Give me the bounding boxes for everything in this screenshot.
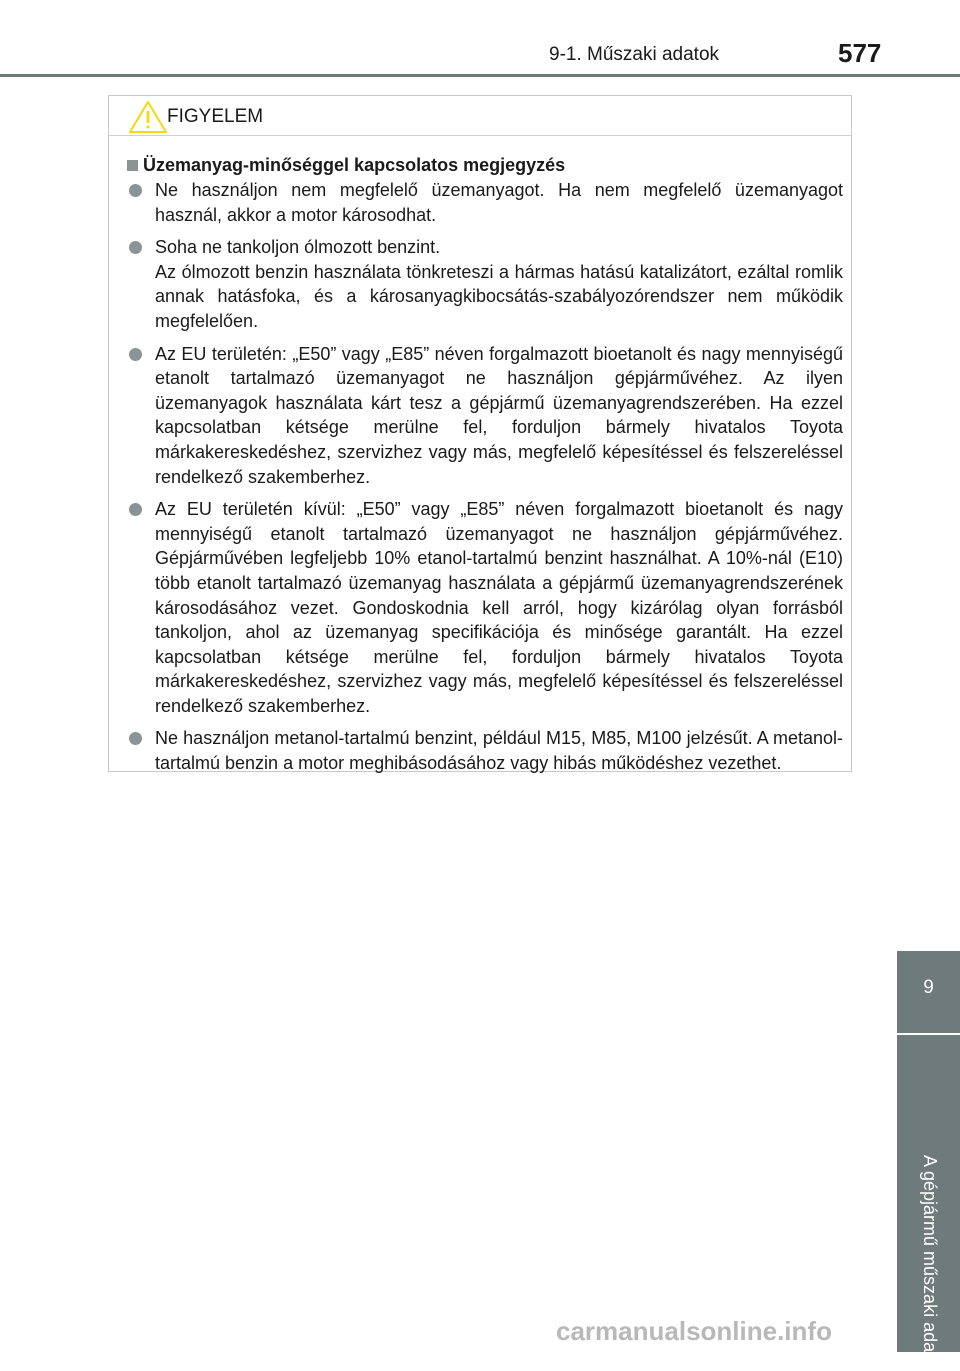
chapter-number-block: [897, 951, 960, 1033]
running-header-title: 9-1. Műszaki adatok: [549, 44, 720, 65]
section-heading-text: Üzemanyag-minőséggel kapcsolatos megjegyzés: [143, 155, 566, 175]
bullet-dot-icon: [129, 241, 142, 254]
fuel-quality-section: [127, 152, 843, 784]
list-item: [127, 497, 843, 718]
chapter-number: 9: [923, 977, 934, 998]
warning-header: [109, 96, 851, 136]
bullet-dot-icon: [129, 348, 142, 361]
chapter-label: A gépjármű műszaki adatai: [920, 1155, 940, 1371]
list-item-text: Ne használjon metanol-tartalmú benzint, például M15, M85, M100 jelzésűt. A metanol-tartalmú benzin a motor meghibásodásához vagy hibás működéshez vezethet.: [155, 728, 843, 774]
list-item-text: Soha ne tankoljon ólmozott benzint.: [155, 237, 441, 258]
list-item-text: Az ólmozott benzin használata tönkreteszi a hármas hatású katalizátort, ezáltal romlik annak hatásfoka, és a károsanyagkibocsátás-szabályozórendszer nem működik megfelelően.: [155, 261, 843, 331]
bullet-dot-icon: [129, 503, 142, 516]
page-number: 577: [838, 38, 882, 68]
list-item-text: Az EU területén kívül: „E50” vagy „E85” néven forgalmazott bioetanolt és nagy mennyiségű etanolt tartalmazó üzemanyagot ne használjon gépjárművéhez. Gépjárművében legfeljebb 10% etanol-tartalmú benzint használhat. A 10%-nál (E10) több etanolt tartalmazó üzemanyag használata a gépjármű üzemanyagrendszerének károsodásához vezet. Gondoskodnia kell arról, hogy kizárólag olyan forrásból tankoljon, ahol az üzemanyag specifikációja és minősége garantált. Ha ezzel kapcsolatban kétsége merülne fel, forduljon bármely hivatalos Toyota márkakereskedéshez, szervizhez vagy más, megfelelő képesítéssel és felszereléssel rendelkező szakemberhez.: [155, 499, 843, 716]
section-heading: [127, 152, 843, 178]
square-bullet-icon: [127, 160, 138, 171]
list-item: [127, 235, 843, 333]
warning-list: [127, 178, 843, 776]
list-item: [127, 726, 843, 775]
list-item: [127, 178, 843, 227]
list-item-text: Ne használjon nem megfelelő üzemanyagot. Ha nem megfelelő üzemanyagot használ, akkor a motor károsodhat.: [155, 180, 843, 225]
bullet-dot-icon: [129, 184, 142, 197]
chapter-label-block: [897, 1035, 960, 1371]
warning-triangle-icon: [128, 100, 168, 134]
watermark: carmanualsonline.info: [556, 1316, 832, 1346]
warning-label: FIGYELEM: [167, 106, 264, 127]
chapter-side-tab: [897, 951, 960, 1371]
warning-box: [108, 95, 852, 772]
list-item: [127, 342, 843, 490]
header-rule: [0, 74, 960, 77]
list-item-text: Az EU területén: „E50” vagy „E85” néven forgalmazott bioetanolt és nagy mennyiségű etanolt tartalmazó üzemanyagot ne használjon gépjárművéhez. Az ilyen üzemanyagok használata kárt tesz a gépjármű üzemanyagrendszerében. Ha ezzel kapcsolatban kétsége merülne fel, forduljon bármely hivatalos Toyota márkakereskedéshez, szervizhez vagy más, megfelelő képesítéssel és felszereléssel rendelkező szakemberhez.: [155, 343, 843, 487]
bullet-dot-icon: [129, 732, 142, 745]
